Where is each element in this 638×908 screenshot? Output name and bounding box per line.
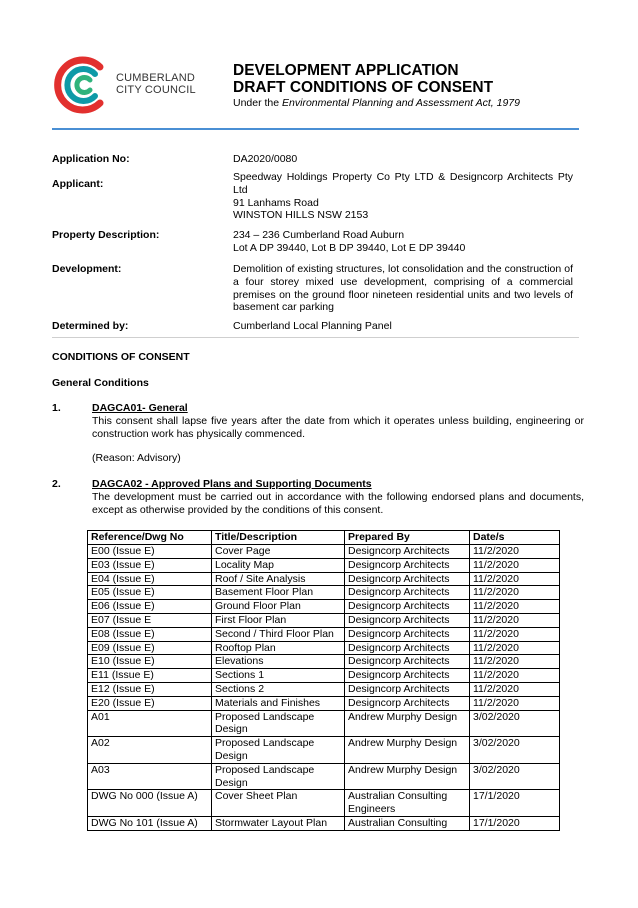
table-cell: 3/02/2020 bbox=[470, 710, 560, 737]
table-cell: Materials and Finishes bbox=[212, 696, 345, 710]
table-cell: Andrew Murphy Design bbox=[345, 763, 470, 790]
applicant-line: 91 Lanhams Road bbox=[233, 196, 319, 209]
applicant-line: WINSTON HILLS NSW 2153 bbox=[233, 209, 369, 222]
table-cell: Proposed Landscape Design bbox=[212, 763, 345, 790]
condition-number: 2. bbox=[52, 478, 61, 490]
table-cell: Designcorp Architects bbox=[345, 545, 470, 559]
table-cell: Sections 2 bbox=[212, 682, 345, 696]
table-cell: 11/2/2020 bbox=[470, 627, 560, 641]
table-cell: E05 (Issue E) bbox=[88, 586, 212, 600]
cumberland-logo-icon bbox=[54, 55, 114, 115]
development-value: Demolition of existing structures, lot consolidation and the construction of a four storey mixed use development, comprising of a commercial premises on the ground floor nineteen residential units and two levels of basement car parking bbox=[233, 263, 573, 314]
table-cell: Roof / Site Analysis bbox=[212, 572, 345, 586]
table-header-row bbox=[88, 531, 560, 545]
logo-line2: CITY COUNCIL bbox=[116, 84, 196, 96]
table-row bbox=[88, 627, 560, 641]
table-cell: E08 (Issue E) bbox=[88, 627, 212, 641]
table-cell: Elevations bbox=[212, 655, 345, 669]
table-cell: Ground Floor Plan bbox=[212, 600, 345, 614]
table-row bbox=[88, 816, 560, 830]
property-line: Lot A DP 39440, Lot B DP 39440, Lot E DP 39440 bbox=[233, 241, 466, 254]
table-row bbox=[88, 710, 560, 737]
table-row bbox=[88, 586, 560, 600]
table-cell: Locality Map bbox=[212, 558, 345, 572]
approved-plans-table bbox=[87, 530, 560, 831]
condition-title: DAGCA01- General bbox=[92, 402, 188, 414]
condition-title: DAGCA02 - Approved Plans and Supporting Documents bbox=[92, 478, 372, 490]
table-row bbox=[88, 641, 560, 655]
table-row bbox=[88, 600, 560, 614]
table-cell: E10 (Issue E) bbox=[88, 655, 212, 669]
table-cell: 3/02/2020 bbox=[470, 737, 560, 764]
table-cell: 11/2/2020 bbox=[470, 600, 560, 614]
table-cell: E04 (Issue E) bbox=[88, 572, 212, 586]
table-cell: Cover Sheet Plan bbox=[212, 790, 345, 817]
applicant-line: Speedway Holdings Property Co Pty LTD & Designcorp Architects Pty Ltd bbox=[233, 171, 573, 196]
table-row bbox=[88, 655, 560, 669]
conditions-heading: CONDITIONS OF CONSENT bbox=[52, 351, 190, 363]
table-cell: Cover Page bbox=[212, 545, 345, 559]
table-cell: Second / Third Floor Plan bbox=[212, 627, 345, 641]
application-no-value: DA2020/0080 bbox=[233, 153, 298, 165]
property-line: 234 – 236 Cumberland Road Auburn bbox=[233, 229, 405, 241]
table-cell: 11/2/2020 bbox=[470, 572, 560, 586]
table-cell: 11/2/2020 bbox=[470, 586, 560, 600]
condition-reason: (Reason: Advisory) bbox=[92, 452, 181, 464]
table-cell: 11/2/2020 bbox=[470, 641, 560, 655]
column-header: Reference/Dwg No bbox=[88, 531, 212, 545]
table-cell: 17/1/2020 bbox=[470, 816, 560, 830]
table-cell: Designcorp Architects bbox=[345, 696, 470, 710]
determined-by-label: Determined by: bbox=[52, 320, 129, 332]
table-cell: 11/2/2020 bbox=[470, 669, 560, 683]
development-label: Development: bbox=[52, 263, 122, 275]
table-cell: 11/2/2020 bbox=[470, 545, 560, 559]
table-cell: E11 (Issue E) bbox=[88, 669, 212, 683]
table-cell: 11/2/2020 bbox=[470, 696, 560, 710]
page-title: DEVELOPMENT APPLICATION bbox=[233, 62, 459, 79]
table-cell: Designcorp Architects bbox=[345, 627, 470, 641]
table-cell: Designcorp Architects bbox=[345, 682, 470, 696]
column-header: Prepared By bbox=[345, 531, 470, 545]
table-cell: DWG No 101 (Issue A) bbox=[88, 816, 212, 830]
table-row bbox=[88, 572, 560, 586]
table-cell: DWG No 000 (Issue A) bbox=[88, 790, 212, 817]
property-label: Property Description: bbox=[52, 229, 160, 241]
table-cell: First Floor Plan bbox=[212, 613, 345, 627]
logo-text bbox=[116, 72, 196, 96]
act-prefix: Under the bbox=[233, 97, 283, 109]
table-cell: 11/2/2020 bbox=[470, 682, 560, 696]
table-cell: Designcorp Architects bbox=[345, 572, 470, 586]
table-row bbox=[88, 763, 560, 790]
general-conditions-heading: General Conditions bbox=[52, 377, 149, 389]
table-row bbox=[88, 737, 560, 764]
table-cell: E09 (Issue E) bbox=[88, 641, 212, 655]
table-cell: Australian Consulting Engineers bbox=[345, 790, 470, 817]
table-cell: Andrew Murphy Design bbox=[345, 737, 470, 764]
table-cell: Proposed Landscape Design bbox=[212, 710, 345, 737]
table-cell: A02 bbox=[88, 737, 212, 764]
table-cell: E00 (Issue E) bbox=[88, 545, 212, 559]
applicant-label: Applicant: bbox=[52, 178, 104, 190]
table-cell: E12 (Issue E) bbox=[88, 682, 212, 696]
table-body bbox=[88, 545, 560, 831]
table-cell: Stormwater Layout Plan bbox=[212, 816, 345, 830]
table-cell: Proposed Landscape Design bbox=[212, 737, 345, 764]
table-cell: Sections 1 bbox=[212, 669, 345, 683]
condition-text: This consent shall lapse five years after the date from which it operates unless building, engineering or construction work has physically commenced. bbox=[92, 415, 584, 440]
table-cell: Designcorp Architects bbox=[345, 600, 470, 614]
table-cell: 11/2/2020 bbox=[470, 558, 560, 572]
condition-text: The development must be carried out in accordance with the following endorsed plans and documents, except as otherwise provided by the conditions of this consent. bbox=[92, 491, 584, 516]
page-subtitle-heading: DRAFT CONDITIONS OF CONSENT bbox=[233, 79, 494, 96]
table-cell: Designcorp Architects bbox=[345, 558, 470, 572]
table-cell: Australian Consulting bbox=[345, 816, 470, 830]
table-row bbox=[88, 669, 560, 683]
table-cell: Rooftop Plan bbox=[212, 641, 345, 655]
table-cell: Basement Floor Plan bbox=[212, 586, 345, 600]
property-value bbox=[233, 229, 465, 255]
table-cell: E20 (Issue E) bbox=[88, 696, 212, 710]
table-cell: 11/2/2020 bbox=[470, 613, 560, 627]
table-cell: A03 bbox=[88, 763, 212, 790]
table-cell: A01 bbox=[88, 710, 212, 737]
column-header: Date/s bbox=[470, 531, 560, 545]
act-reference bbox=[233, 97, 520, 109]
table-cell: Designcorp Architects bbox=[345, 613, 470, 627]
table-cell: Andrew Murphy Design bbox=[345, 710, 470, 737]
applicant-value bbox=[233, 171, 573, 222]
table-cell: Designcorp Architects bbox=[345, 586, 470, 600]
table-row bbox=[88, 790, 560, 817]
table-cell: 3/02/2020 bbox=[470, 763, 560, 790]
table-cell: E06 (Issue E) bbox=[88, 600, 212, 614]
table-cell: E07 (Issue E bbox=[88, 613, 212, 627]
table-row bbox=[88, 682, 560, 696]
table-row bbox=[88, 545, 560, 559]
table-row bbox=[88, 613, 560, 627]
table-cell: Designcorp Architects bbox=[345, 655, 470, 669]
table-cell: Designcorp Architects bbox=[345, 641, 470, 655]
details-divider bbox=[52, 337, 579, 338]
column-header: Title/Description bbox=[212, 531, 345, 545]
header-divider bbox=[52, 128, 579, 130]
table-cell: E03 (Issue E) bbox=[88, 558, 212, 572]
logo-line1: CUMBERLAND bbox=[116, 72, 196, 84]
table-cell: 17/1/2020 bbox=[470, 790, 560, 817]
table-cell: 11/2/2020 bbox=[470, 655, 560, 669]
application-no-label: Application No: bbox=[52, 153, 130, 165]
table-row bbox=[88, 558, 560, 572]
table-cell: Designcorp Architects bbox=[345, 669, 470, 683]
table-row bbox=[88, 696, 560, 710]
condition-number: 1. bbox=[52, 402, 61, 414]
determined-by-value: Cumberland Local Planning Panel bbox=[233, 320, 392, 332]
act-name: Environmental Planning and Assessment Act, 1979 bbox=[282, 97, 520, 109]
